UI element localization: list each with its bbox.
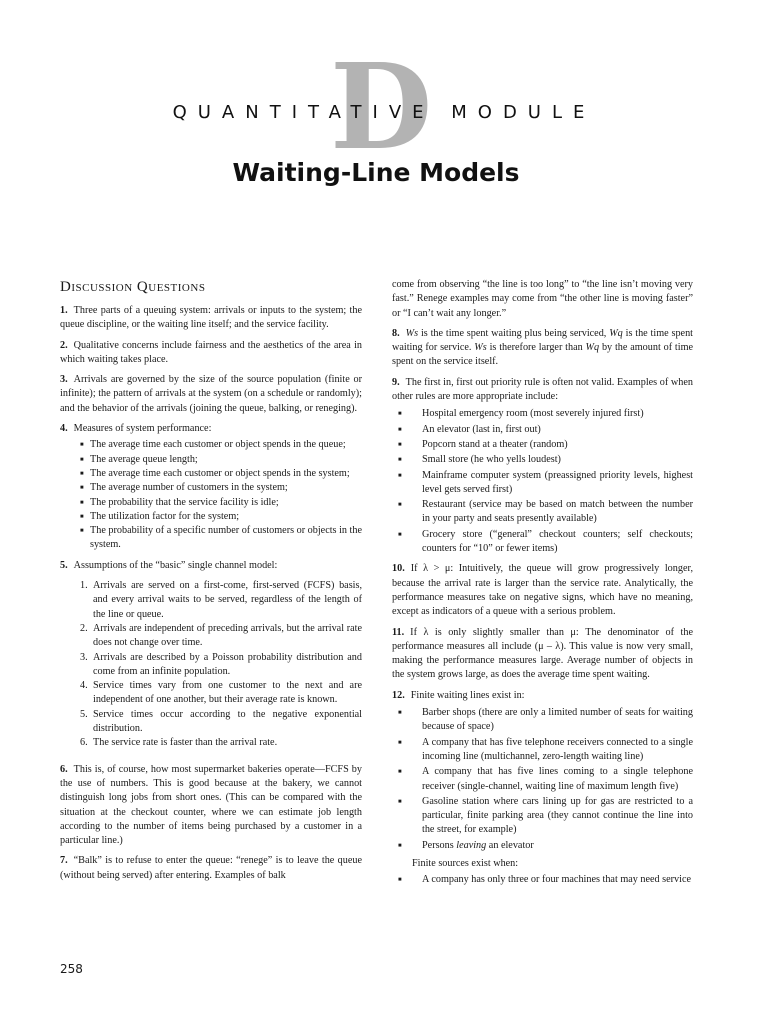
module-label: QUANTITATIVE MODULE (172, 102, 596, 123)
list-item: ■ The average time each customer or object spends in the queue; (60, 438, 362, 452)
list-item: ■ Restaurant (service may be based on match between the number in your party and seats presently available) (392, 498, 693, 527)
question-3: 3. Arrivals are governed by the size of the source population (finite or infinite); the pattern of arrivals at the system (on a schedule or randomly); and the behavior of the arrivals (joining the queue, balking, or reneging). (60, 374, 362, 414)
list-item: 6. The service rate is faster than the arrival rate. (80, 737, 278, 749)
question-10: 10. If λ > μ: Intuitively, the queue will grow progressively longer, because the arrival rate is larger than the service rate. Analytically, the performance measures take on negative signs, which have no meaning, except as indicators of a queue with a serious problem. (392, 563, 693, 618)
list-item: 2. Arrivals are independent of preceding arrivals, but the arrival rate does not change over time. (80, 622, 362, 649)
question-5: 5. Assumptions of the “basic” single channel model: (60, 559, 278, 571)
list-item: ■ Grocery store (“general” checkout counters; self checkouts; counters for “10” or fewer items) (392, 528, 693, 557)
list-item: ■ The probability that the service facility is idle; (60, 496, 362, 510)
list-item: ■ Hospital emergency room (most severely injured first) (392, 407, 693, 421)
left-column (60, 278, 362, 889)
question-9: 9. The first in, first out priority rule is often not valid. Examples of when other rules are more appropriate include: (392, 376, 693, 403)
section-heading: Discussion Questions (60, 279, 206, 295)
list-item: ■ Gasoline station where cars lining up for gas are restricted to a particular, finite parking area (they cannot continue the line into the street, for example) (392, 795, 693, 838)
chapter-letter: D (330, 37, 433, 176)
list-item: 3. Arrivals are described by a Poisson probability distribution and come from an infinite population. (80, 651, 362, 677)
list-item: 5. Service times occur according to the negative exponential distribution. (80, 708, 362, 735)
finite-sources-label: Finite sources exist when: (412, 857, 519, 869)
list-item: ■ The utilization factor for the system; (60, 510, 362, 524)
page-number: 258 (60, 962, 83, 976)
list-item: ■ The average number of customers in the system; (60, 481, 362, 495)
list-item: ■ Barber shops (there are only a limited number of seats for waiting because of space) (392, 706, 693, 735)
list-item: ■ Small store (he who yells loudest) (392, 453, 693, 467)
list-item: ■ The probability of a specific number of customers or objects in the system. (60, 524, 362, 553)
question-7-continued: come from observing “the line is too long” to “the line isn’t moving very fast.” Renege examples may come from “the other line is moving faster” or “I can’t wait any longer.” (392, 279, 693, 319)
finite-sources-list (392, 873, 693, 887)
question-12: 12. Finite waiting lines exist in: (392, 689, 525, 701)
list-item: ■ Persons leaving an elevator (392, 839, 693, 853)
list-item: ■ A company that has five lines coming to a single telephone receiver (single-channel, waiting line of maximum length five) (392, 765, 693, 794)
list-item: 4. Service times vary from one customer to the next and are independent of one another, but their average rate is known. (80, 680, 362, 706)
list-item: ■ An elevator (last in, first out) (392, 423, 693, 437)
priority-rules-list (392, 407, 693, 556)
question-8: 8. Ws is the time spent waiting plus being serviced, Wq is the time spent waiting for service. Ws is therefore larger than Wq by the amount of time spent on the service itself. (392, 327, 694, 368)
question-1: 1. Three parts of a queuing system: arrivals or inputs to the system; the queue discipline, or the waiting line itself; and the service facility. (60, 305, 362, 331)
list-item: ■ A company has only three or four machines that may need service (392, 873, 693, 887)
list-item: 1. Arrivals are served on a first-come, first-served (FCFS) basis, and every arrival waits to be served, regardless of the length of the line or queue. (80, 580, 362, 620)
list-item: ■ Popcorn stand at a theater (random) (392, 438, 693, 452)
assumptions-list (60, 579, 362, 751)
question-7: 7. “Balk” is to refuse to enter the queue: “renege” is to leave the queue (without being served) after entering. Examples of balk (60, 855, 362, 881)
question-6: 6. This is, of course, how most supermarket bakeries operate—FCFS by the use of numbers. This is good because at the bakery, we cannot distinguish long jobs from short ones. (This can be compared with the situation at the checkout counter, where we can estimate job length according to the number of items being purchased by a customer in a particular line.) (60, 763, 362, 847)
list-item: ■ The average time each customer or object spends in the system; (60, 467, 362, 481)
page-title: Waiting-Line Models (232, 158, 520, 187)
list-item: ■ The average queue length; (60, 453, 362, 467)
right-column (392, 278, 693, 892)
performance-measures-list (60, 438, 362, 552)
question-4: 4. Measures of system performance: (60, 423, 212, 435)
question-11: 11. If λ is only slightly smaller than μ: The denominator of the performance measures all include (μ – λ). This value is now very small, making the performance measures large. Average number of objects in the system grows large, as does the average time spent waiting. (392, 626, 693, 681)
finite-lines-list (392, 706, 693, 853)
list-item: ■ A company that has five telephone receivers connected to a single incoming line (multichannel, zero-length waiting line) (392, 736, 693, 765)
question-2: 2. Qualitative concerns include fairness and the aesthetics of the area in which waiting takes place. (60, 339, 362, 365)
list-item: ■ Mainframe computer system (preassigned priority levels, highest level gets served first) (392, 469, 693, 498)
